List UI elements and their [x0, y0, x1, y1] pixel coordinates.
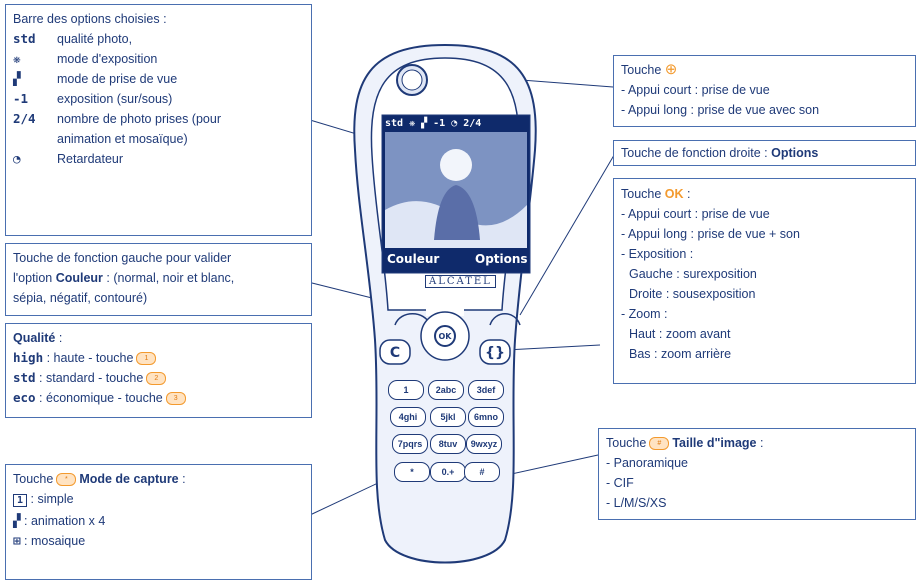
capture-animation-text: : animation x 4: [20, 514, 106, 528]
phone-softkey-right: Options: [475, 252, 528, 266]
nav-key-line: - Appui court : prise de vue: [621, 83, 770, 97]
ok-key-line: Droite : sousexposition: [629, 287, 756, 301]
exposure-value-symbol: -1: [13, 91, 29, 106]
phone-brand-logo: ALCATEL: [425, 275, 496, 288]
ok-key-line: - Zoom :: [621, 307, 668, 321]
capture-mosaic-text: : mosaique: [20, 534, 86, 548]
key-3-icon: 3: [166, 392, 186, 405]
nav-key-title: Touche: [621, 63, 662, 77]
size-key-line: - Panoramique: [606, 456, 688, 470]
key-0[interactable]: 0.+: [430, 462, 466, 482]
key-5[interactable]: 5jkl: [430, 407, 466, 427]
quality-eco-text: : économique - touche: [35, 391, 163, 405]
options-row: [13, 29, 304, 49]
key-star-icon: *: [56, 473, 76, 486]
options-label: mode d'exposition: [57, 52, 158, 66]
quality-std-symbol: std: [13, 370, 36, 385]
quality-symbol: std: [13, 31, 36, 46]
ok-key-line: - Appui long : prise de vue + son: [621, 227, 800, 241]
quality-high-symbol: high: [13, 350, 44, 365]
size-key-pre: Touche: [606, 436, 647, 450]
key-1[interactable]: 1: [388, 380, 424, 400]
key-2[interactable]: 2abc: [428, 380, 464, 400]
options-label: Retardateur: [57, 152, 124, 166]
svg-text:{}: {}: [485, 345, 505, 361]
size-key-post: :: [756, 436, 764, 450]
key-1-icon: 1: [136, 352, 156, 365]
options-bar-title: Barre des options choisies :: [13, 12, 167, 26]
right-softkey-box: [613, 140, 916, 166]
key-4[interactable]: 4ghi: [390, 407, 426, 427]
key-8[interactable]: 8tuv: [430, 434, 466, 454]
right-softkey-options: Options: [771, 146, 819, 160]
right-softkey-text: Touche de fonction droite :: [621, 146, 772, 160]
size-key-box: [598, 428, 916, 520]
ok-key-box: [613, 178, 916, 384]
ok-key-line: Haut : zoom avant: [629, 327, 731, 341]
key-9[interactable]: 9wxyz: [466, 434, 502, 454]
quality-std-text: : standard - touche: [35, 371, 144, 385]
key-6[interactable]: 6mno: [468, 407, 504, 427]
navigation-key-icon: ⊕: [664, 61, 678, 78]
quality-title-suffix: :: [55, 331, 63, 345]
options-label: nombre de photo prises (pour: [57, 112, 221, 126]
mosaic-mode-icon: ⊞: [13, 533, 21, 548]
options-bar-box: [5, 4, 312, 236]
left-softkey-box: [5, 243, 312, 316]
options-row: [13, 129, 304, 149]
shot-mode-icon: ▞: [13, 71, 21, 86]
options-label: qualité photo,: [57, 32, 133, 46]
key-star[interactable]: *: [394, 462, 430, 482]
size-key-line: - CIF: [606, 476, 634, 490]
options-label: exposition (sur/sous): [57, 92, 173, 106]
nav-key-line: - Appui long : prise de vue avec son: [621, 103, 820, 117]
photo-count-symbol: 2/4: [13, 111, 36, 126]
capture-single-text: : simple: [27, 492, 74, 506]
quality-high-text: : haute - touche: [43, 351, 134, 365]
key-hash[interactable]: #: [464, 462, 500, 482]
options-row: [13, 89, 304, 109]
ok-key-pre: Touche: [621, 187, 665, 201]
options-label: animation et mosaïque): [57, 132, 188, 146]
key-3[interactable]: 3def: [468, 380, 504, 400]
quality-title: Qualité: [13, 331, 56, 345]
options-label: mode de prise de vue: [57, 72, 178, 86]
key-hash-icon: #: [649, 437, 669, 450]
options-row: [13, 149, 304, 169]
left-softkey-line2-post: : (normal, noir et blanc,: [102, 271, 235, 285]
phone-status-bar: std ❋ ▞ -1 ◔ 2/4: [385, 118, 482, 129]
ok-key-line: - Appui court : prise de vue: [621, 207, 770, 221]
exposure-mode-icon: ❋: [13, 51, 21, 66]
ok-key-line: Bas : zoom arrière: [629, 347, 732, 361]
ok-key-line: Gauche : surexposition: [629, 267, 757, 281]
timer-icon: ◔: [13, 151, 21, 166]
animation-mode-icon: ▞: [13, 513, 21, 528]
size-key-line: - L/M/S/XS: [606, 496, 667, 510]
key-2-icon: 2: [146, 372, 166, 385]
options-row: [13, 49, 304, 69]
capture-post: :: [178, 472, 186, 486]
quality-eco-symbol: eco: [13, 390, 36, 405]
capture-title: Mode de capture: [79, 472, 179, 486]
ok-key-post: :: [683, 187, 691, 201]
quality-box: [5, 323, 312, 418]
options-row: [13, 109, 304, 129]
key-7[interactable]: 7pqrs: [392, 434, 428, 454]
options-row: [13, 69, 304, 89]
left-softkey-line1: Touche de fonction gauche pour valider: [13, 251, 232, 265]
size-key-title: Taille d"image: [672, 436, 757, 450]
left-softkey-color-label: Couleur: [55, 271, 103, 285]
left-softkey-line2-pre: l'option: [13, 271, 56, 285]
phone-softkey-left: Couleur: [387, 252, 440, 266]
nav-key-box: [613, 55, 916, 127]
ok-key-line: - Exposition :: [621, 247, 694, 261]
capture-mode-box: [5, 464, 312, 580]
capture-pre: Touche: [13, 472, 54, 486]
svg-text:C: C: [389, 345, 401, 361]
single-mode-icon: 1: [13, 494, 27, 507]
left-softkey-line3: sépia, négatif, contouré): [13, 291, 148, 305]
ok-key-label: OK: [664, 187, 684, 201]
svg-text:OK: OK: [438, 332, 452, 341]
